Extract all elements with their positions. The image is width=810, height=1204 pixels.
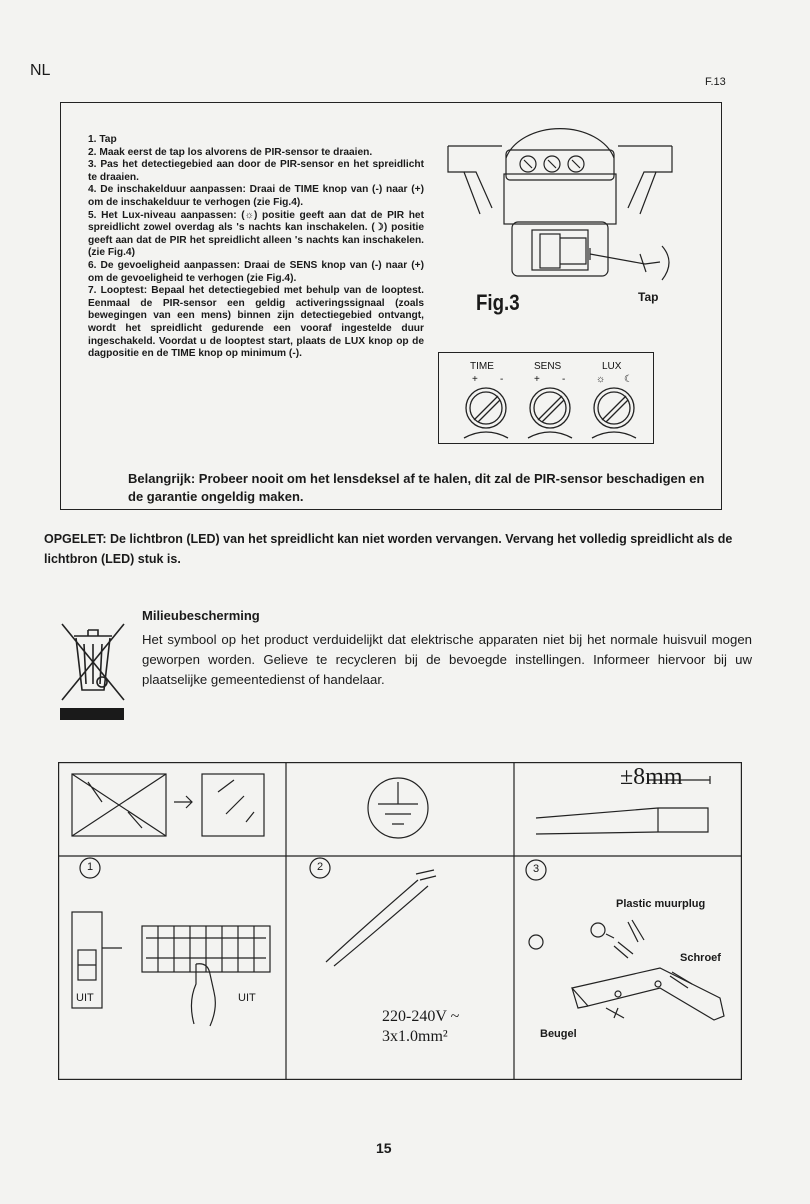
step-7: 7. Looptest: Bepaal het detectiegebied met behulp van de looptest. Eenmaal de PIR-sensor een geldig activeringssignaal (zoals bewegingen van een mens) binnen zijn detectiegebied ontvangt, wordt het spreidlicht gedurende een vooraf ingestelde duur ingeschakeld. Voordat u de looptest start, plaats de LUX knop op de dagpositie en de TIME knop op minimum (-). xyxy=(88,285,424,360)
cable-spec-label: 3x1.0mm² xyxy=(382,1028,448,1045)
fig3-label: Fig.3 xyxy=(476,290,520,315)
glass-cover-icon xyxy=(202,774,264,836)
step-2-number: 2 xyxy=(317,861,324,873)
svg-text:-: - xyxy=(562,374,566,385)
knob-sens-label: SENS xyxy=(534,361,562,372)
uit-right-label: UIT xyxy=(238,992,256,1004)
step-5: 5. Het Lux-niveau aanpassen: (☼) positie geeft aan dat de PIR het spreidlicht zowel overdag als 's nachts kan inschakelen. (☽) positie geeft aan dat de PIR het spreidlicht alleen 's nachts kan inschakelen. (zie Fig.4) xyxy=(88,209,424,259)
mounting-bracket-icon xyxy=(572,968,724,1020)
strip-length-label: ±8mm xyxy=(620,764,683,790)
stripped-cable-icon xyxy=(536,808,708,834)
knob-lux-label: LUX xyxy=(602,361,622,372)
step-3-number: 3 xyxy=(533,863,540,875)
step-2: 2. Maak eerst de tap los alvorens de PIR-sensor te draaien. xyxy=(88,146,373,158)
uit-left-label: UIT xyxy=(76,992,94,1004)
step-1-number: 1 xyxy=(87,861,94,873)
svg-text:☾: ☾ xyxy=(624,374,633,385)
environment-text: Het symbool op het product verduidelijkt dat elektrische apparaten niet bij het normale huisvuil mogen geworpen worden. Gelieve te recycleren bij de bevoegde instellingen. Informeer hiervoor bij uw plaatselijke gemeentedienst of handelaar. xyxy=(142,632,752,687)
arrow-right-icon xyxy=(174,796,192,808)
instruction-steps xyxy=(88,134,424,361)
screw-label: Schroef xyxy=(680,952,721,964)
environment-title: Milieubescherming xyxy=(142,608,260,623)
pir-sensor-diagram xyxy=(440,114,680,314)
language-label: NL xyxy=(30,62,51,79)
svg-text:+: + xyxy=(472,374,478,385)
weee-bin-icon xyxy=(58,614,128,724)
power-cable-icon xyxy=(326,880,428,966)
step-6: 6. De gevoeligheid aanpassen: Draai de SENS knop van (-) naar (+) om de gevoeligheid te verhogen (zie Fig.4). xyxy=(88,259,424,284)
important-warning: Belangrijk: Probeer nooit om het lensdeksel af te halen, dit zal de PIR-sensor beschadigen en de garantie ongeldig maken. xyxy=(128,471,705,504)
wall-plug-icon xyxy=(606,934,633,958)
svg-text:-: - xyxy=(500,374,504,385)
caution-notice: OPGELET: De lichtbron (LED) van het spreidlicht kan niet worden vervangen. Vervang het volledig spreidlicht als de lichtbron (LED) stuk is. xyxy=(44,532,733,566)
wall-hole-icon xyxy=(529,935,543,949)
svg-text:+: + xyxy=(534,374,540,385)
control-knobs-panel xyxy=(438,352,654,444)
knob-time-label: TIME xyxy=(470,361,494,372)
step-4: 4. De inschakelduur aanpassen: Draai de TIME knop van (-) naar (+) om de inschakelduur te verhogen (zie Fig.4). xyxy=(88,184,424,208)
tap-label: Tap xyxy=(638,290,659,304)
plastic-plug-label: Plastic muurplug xyxy=(616,898,706,910)
figure-reference: F.13 xyxy=(705,76,726,88)
step-3: 3. Pas het detectiegebied aan door de PIR-sensor en het spreidlicht te draaien. xyxy=(88,159,424,183)
step-1: 1. Tap xyxy=(88,134,117,145)
page-number: 15 xyxy=(376,1140,392,1156)
voltage-label: 220-240V ~ xyxy=(382,1008,460,1025)
svg-text:☼: ☼ xyxy=(596,374,606,385)
bracket-label: Beugel xyxy=(540,1028,577,1040)
